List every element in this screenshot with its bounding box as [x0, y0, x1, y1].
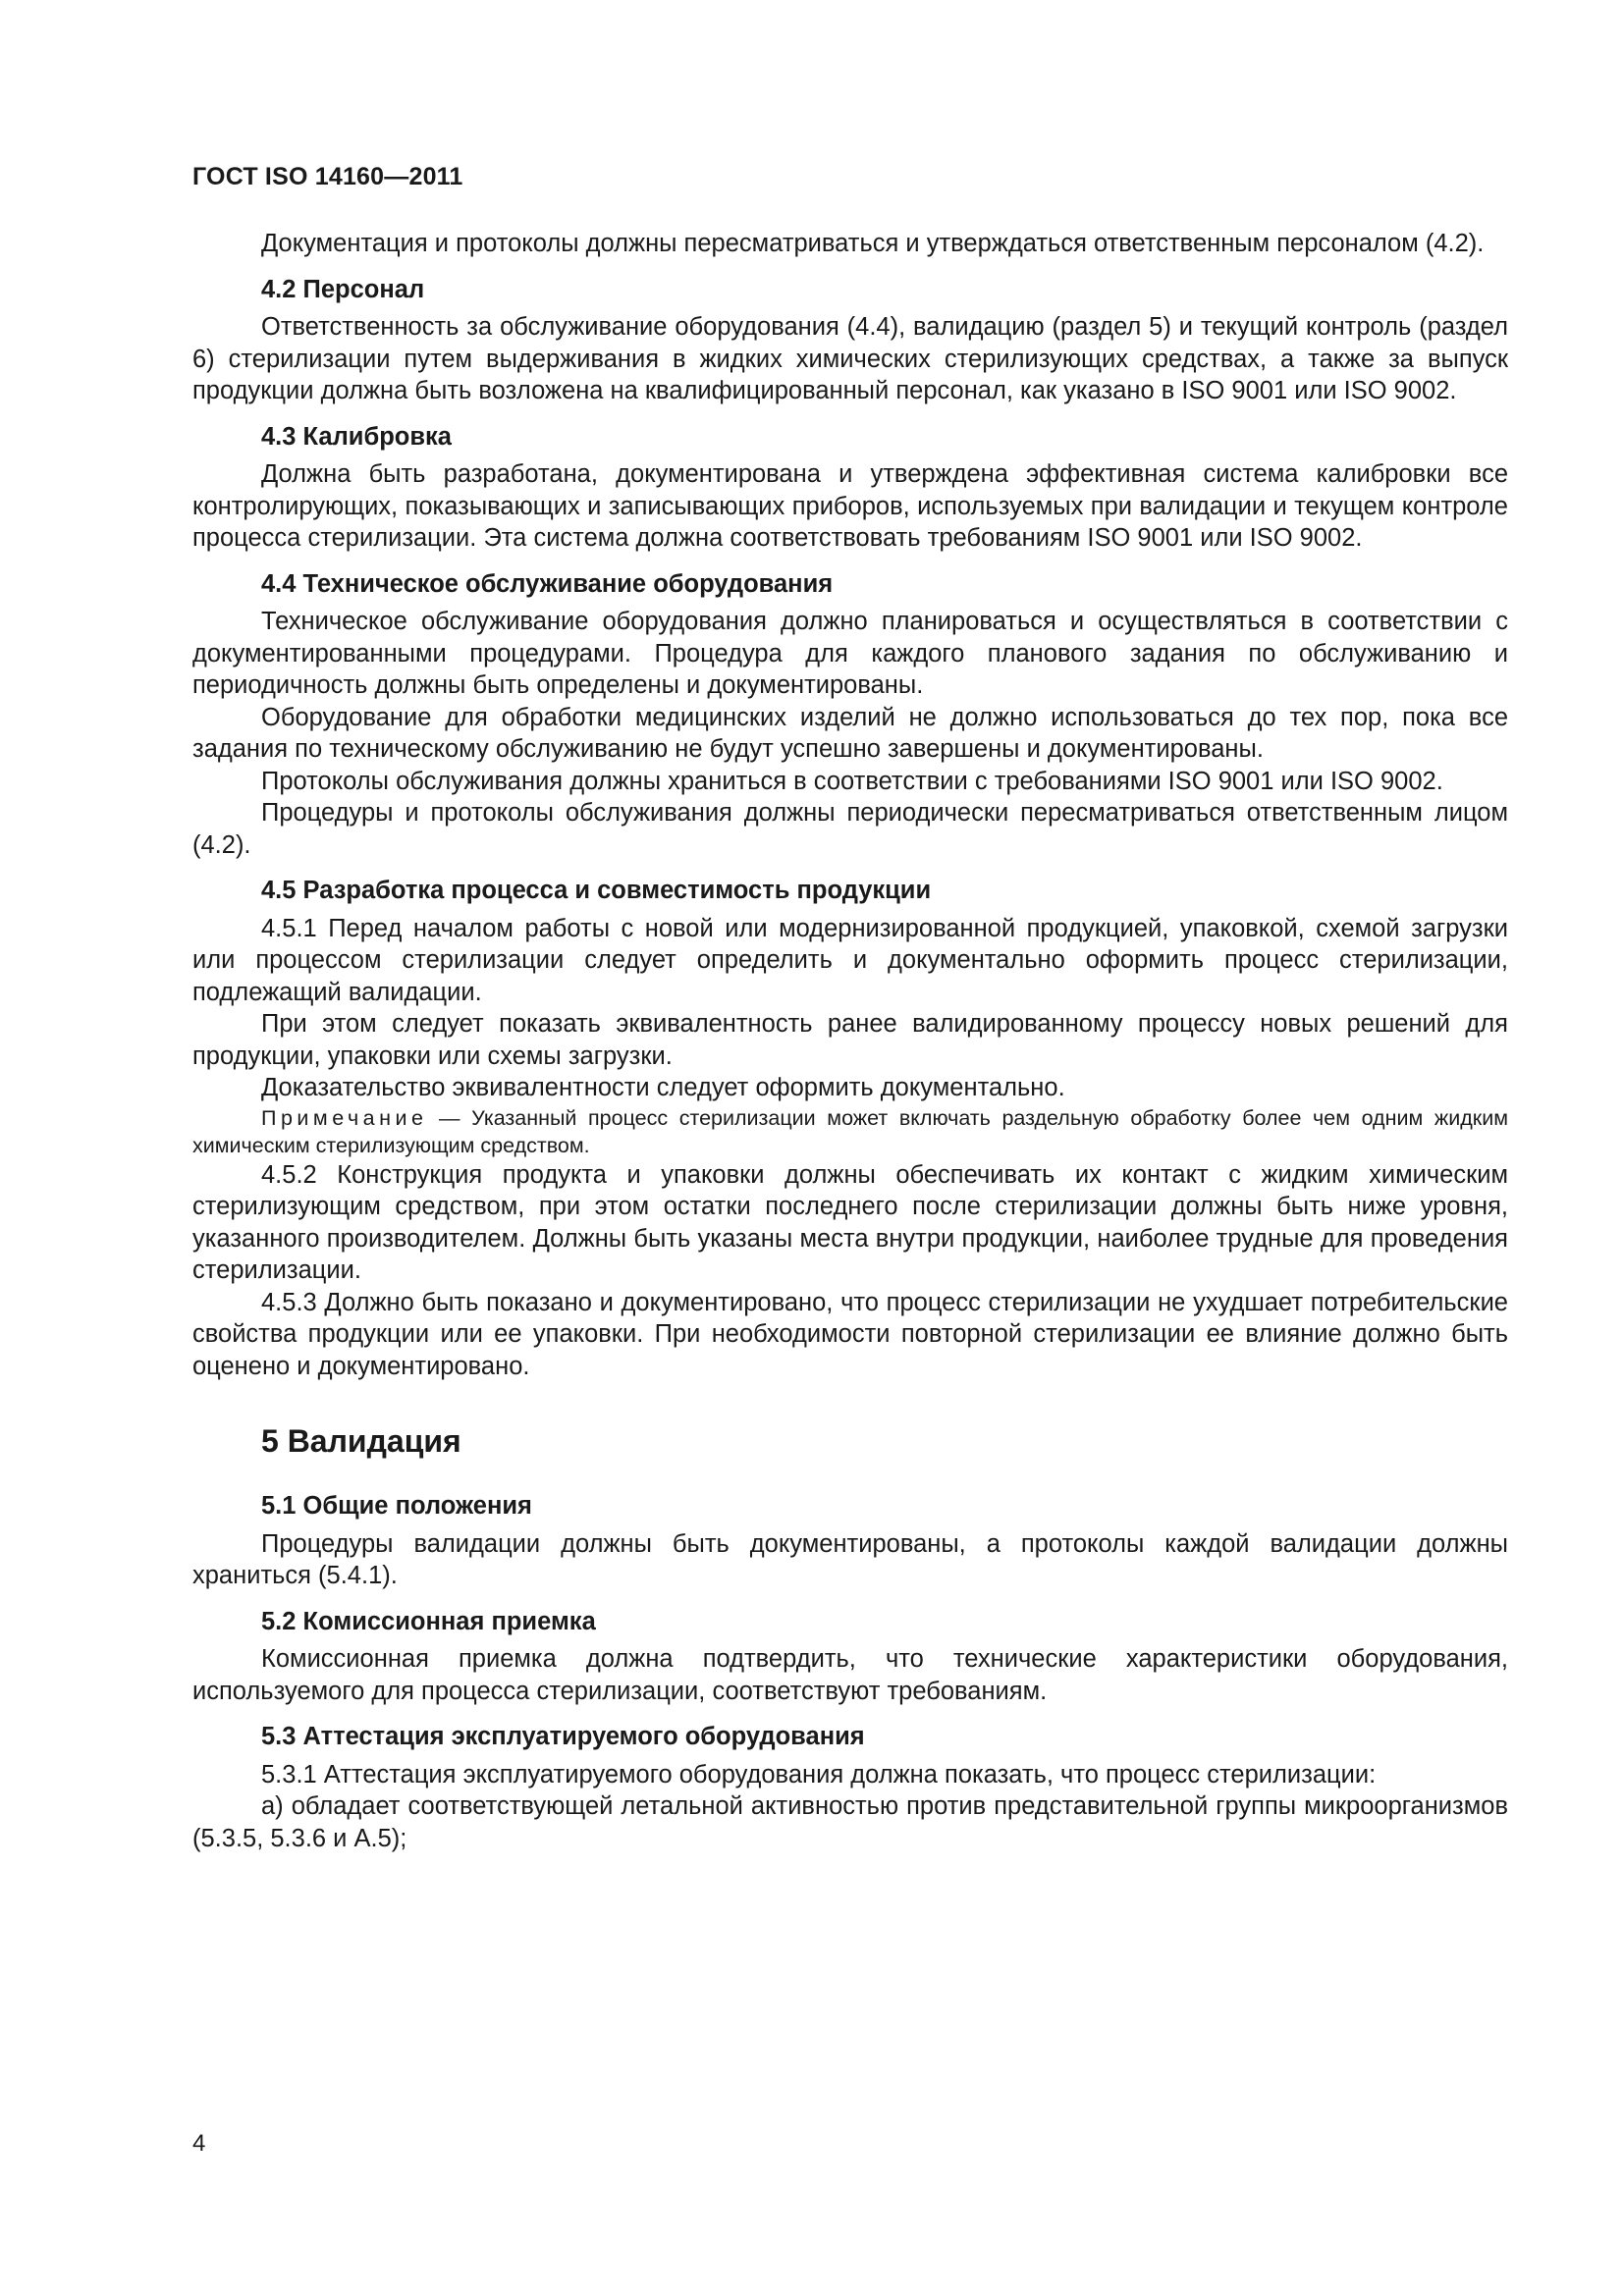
section-heading: 4.4 Техническое обслуживание оборудования [261, 569, 834, 598]
note [192, 1104, 1508, 1159]
paragraph: Процедуры и протоколы обслуживания должны периодически пересматриваться ответственным лицом (4.2). [192, 799, 1508, 859]
section-heading: 5.1 Общие положения [261, 1492, 532, 1520]
paragraph: Доказательство эквивалентности следует оформить документально. [261, 1074, 1065, 1101]
document-body [192, 228, 1508, 1854]
paragraph: Должна быть разработана, документирована и утверждена эффективная система калибровки все контролирующих, показывающих и записывающих приборов, используемых при валидации и текущем контроле процесса стерилизации. Эта система должна соответствовать требованиям ISO 9001 или ISO 9002. [192, 460, 1508, 552]
page-number: 4 [192, 2130, 206, 2157]
paragraph: Процедуры валидации должны быть документированы, а протоколы каждой валидации должны храниться (5.4.1). [192, 1529, 1508, 1589]
section-heading: 5.2 Комиссионная приемка [261, 1607, 596, 1635]
paragraph: Техническое обслуживание оборудования должно планироваться и осуществляться в соответствии с документированными процедурами. Процедура для каждого планового задания по обслуживанию и периодичность должны быть определены и документированы. [192, 608, 1508, 699]
paragraph: Оборудование для обработки медицинских изделий не должно использоваться до тех пор, пока все задания по техническому обслуживанию не будут успешно завершены и документированы. [192, 703, 1508, 763]
paragraph: 4.5.3 Должно быть показано и документировано, что процесс стерилизации не ухудшает потребительские свойства продукции или ее упаковки. При необходимости повторной стерилизации ее влияние должно быть оценено и документировано. [192, 1288, 1508, 1380]
document-header: ГОСТ ISO 14160—2011 [192, 163, 463, 190]
paragraph: 4.5.1 Перед началом работы с новой или модернизированной продукцией, упаковкой, схемой загрузки или процессом стерилизации следует определить и документально оформить процесс стерилизации, подлежащий валидации. [192, 914, 1508, 1006]
note-text: — Указанный процесс стерилизации может включать раздельную обработку более чем одним жидким химическим стерилизующим средством. [192, 1105, 1508, 1157]
section-heading: 5.3 Аттестация эксплуатируемого оборудования [261, 1723, 865, 1750]
paragraph: 4.5.2 Конструкция продукта и упаковки должны обеспечивать их контакт с жидким химическим стерилизующим средством, при этом остатки последнего после стерилизации должны быть ниже уровня, указанного производителем. Должны быть указаны места внутри продукции, наиболее трудные для проведения стерилизации. [192, 1160, 1508, 1284]
paragraph: а) обладает соответствующей летальной активностью против представительной группы микроорганизмов (5.3.5, 5.3.6 и А.5); [192, 1792, 1508, 1852]
paragraph: Документация и протоколы должны пересматриваться и утверждаться ответственным персоналом (4.2). [261, 230, 1485, 257]
section-heading: 4.5 Разработка процесса и совместимость продукции [261, 877, 932, 904]
paragraph: Комиссионная приемка должна подтвердить, что технические характеристики оборудования, используемого для процесса стерилизации, соответствуют требованиям. [192, 1645, 1508, 1705]
paragraph: Протоколы обслуживания должны храниться в соответствии с требованиями ISO 9001 или ISO 9002. [261, 767, 1443, 795]
paragraph: При этом следует показать эквивалентность ранее валидированному процессу новых решений для продукции, упаковки или схемы загрузки. [192, 1010, 1508, 1070]
chapter-heading: 5 Валидация [261, 1423, 461, 1459]
paragraph: 5.3.1 Аттестация эксплуатируемого оборудования должна показать, что процесс стерилизации: [261, 1760, 1377, 1789]
paragraph: Ответственность за обслуживание оборудования (4.4), валидацию (раздел 5) и текущий контроль (раздел 6) стерилизации путем выдерживания в жидких химических стерилизующих средствах, а также за выпуск продукции должна быть возложена на квалифицированный персонал, как указано в ISO 9001 или ISO 9002. [192, 313, 1508, 404]
section-heading: 4.2 Персонал [261, 275, 425, 303]
section-heading: 4.3 Калибровка [261, 422, 452, 451]
note-label: Примечание [261, 1105, 428, 1130]
